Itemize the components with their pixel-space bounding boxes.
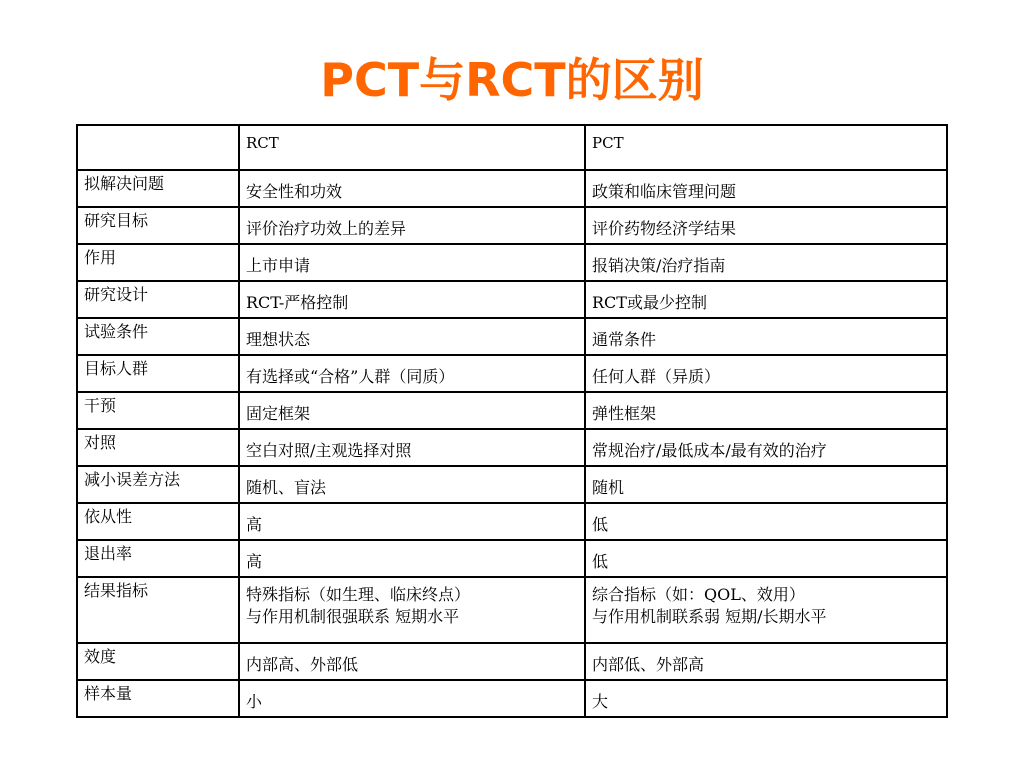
pct-cell: 报销决策/治疗指南 <box>585 244 947 281</box>
table-row <box>77 503 947 540</box>
row-label: 作用 <box>77 244 239 281</box>
rct-cell-line: 特殊指标（如生理、临床终点） <box>246 585 471 604</box>
table-row <box>77 207 947 244</box>
rct-cell: 有选择或“合格”人群（同质） <box>239 355 585 392</box>
rct-cell: 高 <box>239 503 585 540</box>
pct-cell: 政策和临床管理问题 <box>585 170 947 207</box>
table-row <box>77 540 947 577</box>
rct-cell: 空白对照/主观选择对照 <box>239 429 585 466</box>
pct-cell: 常规治疗/最低成本/最有效的治疗 <box>585 429 947 466</box>
comparison-table <box>76 124 948 718</box>
table-row <box>77 577 947 643</box>
table-row <box>77 170 947 207</box>
row-label: 研究目标 <box>77 207 239 244</box>
rct-cell: 上市申请 <box>239 244 585 281</box>
rct-cell-line: 与作用机制很强联系 短期水平 <box>246 607 460 626</box>
pct-cell-line: 与作用机制联系弱 短期/长期水平 <box>592 607 827 626</box>
rct-cell: 内部高、外部低 <box>239 643 585 680</box>
pct-cell: 通常条件 <box>585 318 947 355</box>
table-row <box>77 466 947 503</box>
rct-cell: 安全性和功效 <box>239 170 585 207</box>
row-label: 干预 <box>77 392 239 429</box>
row-label: 效度 <box>77 643 239 680</box>
table-row <box>77 355 947 392</box>
pct-cell: RCT或最少控制 <box>585 281 947 318</box>
pct-cell: 大 <box>585 680 947 717</box>
table-row <box>77 281 947 318</box>
rct-cell: 随机、盲法 <box>239 466 585 503</box>
header-cell-pct: PCT <box>585 125 947 170</box>
pct-cell <box>585 577 947 643</box>
table-row <box>77 318 947 355</box>
row-label: 结果指标 <box>77 577 239 643</box>
slide-title: PCT与RCT的区别 <box>320 53 704 107</box>
rct-cell: 小 <box>239 680 585 717</box>
row-label: 减小误差方法 <box>77 466 239 503</box>
table-row <box>77 392 947 429</box>
row-label: 依从性 <box>77 503 239 540</box>
pct-cell: 任何人群（异质） <box>585 355 947 392</box>
rct-cell: 固定框架 <box>239 392 585 429</box>
rct-cell <box>239 577 585 643</box>
row-label: 对照 <box>77 429 239 466</box>
row-label: 拟解决问题 <box>77 170 239 207</box>
pct-cell: 随机 <box>585 466 947 503</box>
pct-cell: 弹性框架 <box>585 392 947 429</box>
header-cell-rct: RCT <box>239 125 585 170</box>
rct-cell: 高 <box>239 540 585 577</box>
rct-cell: 评价治疗功效上的差异 <box>239 207 585 244</box>
table-row <box>77 680 947 717</box>
table-row <box>77 429 947 466</box>
pct-cell: 低 <box>585 503 947 540</box>
pct-cell: 低 <box>585 540 947 577</box>
pct-cell: 内部低、外部高 <box>585 643 947 680</box>
table-row <box>77 643 947 680</box>
row-label: 试验条件 <box>77 318 239 355</box>
row-label: 研究设计 <box>77 281 239 318</box>
rct-cell: RCT-严格控制 <box>239 281 585 318</box>
header-cell-empty <box>77 125 239 170</box>
rct-cell: 理想状态 <box>239 318 585 355</box>
pct-cell-line: 综合指标（如：QOL、效用） <box>592 585 805 604</box>
table-header-row <box>77 125 947 170</box>
table-row <box>77 244 947 281</box>
row-label: 样本量 <box>77 680 239 717</box>
row-label: 目标人群 <box>77 355 239 392</box>
row-label: 退出率 <box>77 540 239 577</box>
pct-cell: 评价药物经济学结果 <box>585 207 947 244</box>
